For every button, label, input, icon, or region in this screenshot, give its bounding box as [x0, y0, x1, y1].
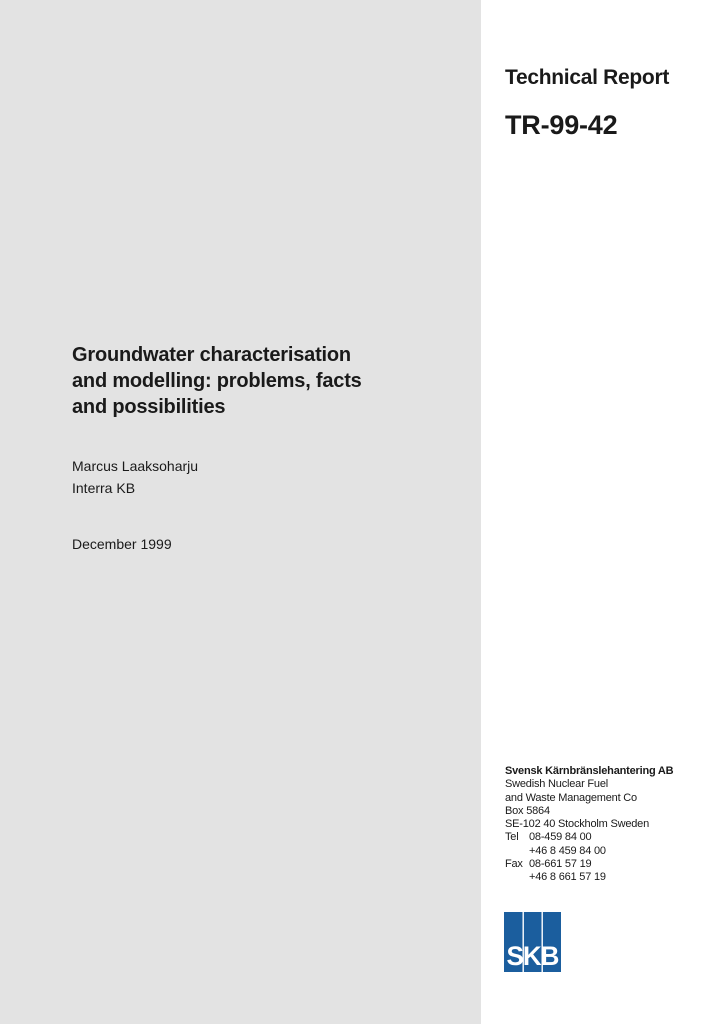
title-line: and possibilities [72, 396, 226, 418]
fax-number: 08-661 57 19 [529, 858, 592, 871]
publisher-english-name: and Waste Management Co [505, 791, 637, 804]
publisher-english-name: Swedish Nuclear Fuel [505, 778, 608, 791]
skb-logo [504, 912, 561, 972]
author-name: Marcus Laaksoharju [72, 458, 199, 474]
document-title [72, 342, 432, 420]
author-affiliation: Interra KB [72, 480, 136, 496]
fax-label: Fax [505, 858, 523, 871]
phone-row [505, 831, 710, 844]
publication-date: December 1999 [72, 536, 172, 552]
fax-intl-row [505, 871, 710, 884]
report-type-label: Technical Report [505, 66, 670, 89]
publisher-postal-address: SE-102 40 Stockholm Sweden [505, 818, 649, 831]
svg-text:SKB: SKB [506, 941, 559, 971]
title-line: and modelling: problems, facts [72, 370, 362, 392]
title-line: Groundwater characterisation [72, 344, 351, 366]
fax-number-intl: +46 8 661 57 19 [529, 871, 606, 884]
phone-number: 08-459 84 00 [529, 831, 592, 844]
publisher-name: Svensk Kärnbränslehantering AB [505, 765, 674, 777]
phone-intl-row [505, 845, 710, 858]
fax-row [505, 858, 710, 871]
report-number: TR-99-42 [505, 110, 618, 140]
phone-number-intl: +46 8 459 84 00 [529, 844, 606, 857]
publisher-box: Box 5864 [505, 804, 550, 817]
publisher-block [505, 765, 710, 885]
phone-label: Tel [505, 831, 519, 844]
